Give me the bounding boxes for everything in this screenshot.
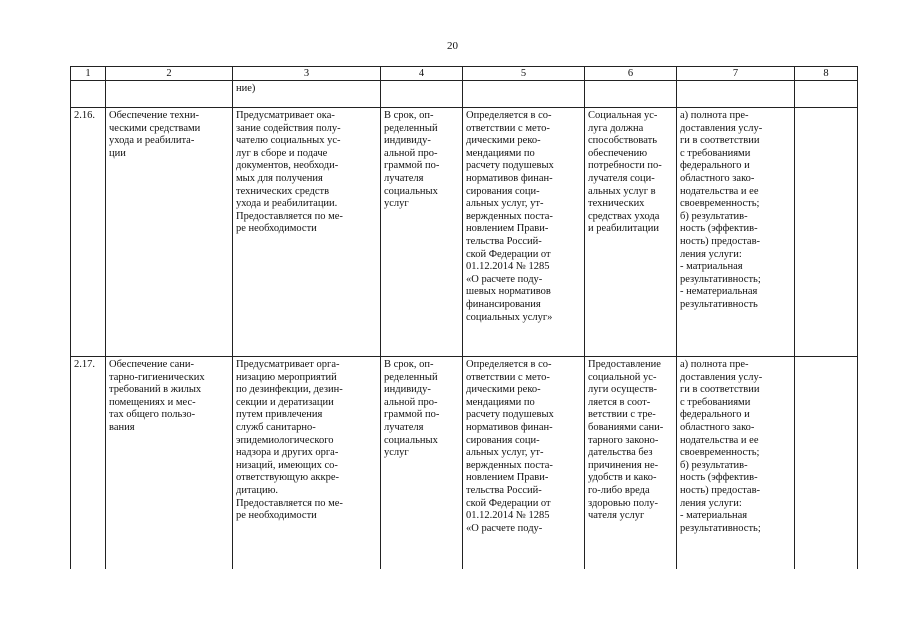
cell-line: ответствующую аккре- xyxy=(236,472,339,484)
cell-line: удобств и како- xyxy=(588,472,657,484)
cell-line: потребности по- xyxy=(588,160,662,172)
cell-line: результативность; xyxy=(680,273,761,285)
carry-over-text: ние) xyxy=(233,81,381,108)
cell-line: а) полнота пре- xyxy=(680,110,749,121)
cell-line: социальной ус- xyxy=(588,371,657,383)
service-notes xyxy=(795,108,858,357)
column-number-row xyxy=(71,67,858,81)
cell-line: ответствии с мето- xyxy=(466,122,550,134)
cell-line: нодательства и ее xyxy=(680,185,759,197)
cell-line: обеспечению xyxy=(588,147,648,159)
cell-line: В срок, оп- xyxy=(384,110,434,121)
cell-line: тельства Россий- xyxy=(466,235,542,247)
cell-line: ре необходимости xyxy=(236,510,317,522)
cell-line: Предоставляется по ме- xyxy=(236,210,343,222)
cell-line: лучателя xyxy=(384,421,424,433)
cell-line: 01.12.2014 № 1285 xyxy=(466,510,550,522)
cell-line: альных услуг, ут- xyxy=(466,447,544,459)
table-cell xyxy=(381,81,463,108)
cell-line: ре необходимости xyxy=(236,223,317,235)
cell-line: дическими реко- xyxy=(466,384,541,396)
cell-line: альной про- xyxy=(384,396,438,408)
cell-line: результативность; xyxy=(680,522,761,534)
service-number: 2.17. xyxy=(71,357,106,570)
cell-line: мых для получения xyxy=(236,172,323,184)
cell-line: «О расчете поду- xyxy=(466,273,543,285)
cell-line: альных услуг, ут- xyxy=(466,198,544,210)
cell-line: ность (эффектив- xyxy=(680,472,758,484)
cell-line: сирования соци- xyxy=(466,434,540,446)
cell-line: тах общего пользо- xyxy=(109,409,196,421)
cell-line: Предоставление xyxy=(588,359,661,370)
column-header: 3 xyxy=(233,67,381,81)
cell-line: ции xyxy=(109,147,126,159)
cell-line: вания xyxy=(109,421,135,433)
cell-line: помещениях и мес- xyxy=(109,396,196,408)
cell-line: эпидемиологического xyxy=(236,434,334,446)
cell-line: сирования соци- xyxy=(466,185,540,197)
cell-line: способствовать xyxy=(588,135,658,147)
cell-line: Определяется в со- xyxy=(466,110,552,121)
cell-line: документов, необходи- xyxy=(236,160,339,172)
cell-line: расчету подушевых xyxy=(466,409,554,421)
service-notes xyxy=(795,357,858,570)
cell-line: низацию мероприятий xyxy=(236,371,337,383)
cell-line: зание содействия полу- xyxy=(236,122,341,134)
service-description xyxy=(233,108,381,357)
table-row xyxy=(71,357,858,570)
cell-line: федерального и xyxy=(680,409,750,421)
cell-line: услуг xyxy=(384,447,409,459)
cell-line: луга должна xyxy=(588,122,644,134)
page-number: 20 xyxy=(447,40,458,52)
cell-line: дитацию. xyxy=(236,484,279,496)
service-indicators xyxy=(585,108,677,357)
cell-line: новлением Прави- xyxy=(466,472,549,484)
cell-line: альных услуг в xyxy=(588,185,656,197)
cell-line: индивиду- xyxy=(384,384,431,396)
cell-line: В срок, оп- xyxy=(384,359,434,370)
cell-line: шевых нормативов xyxy=(466,286,551,298)
cell-line: вержденных поста- xyxy=(466,459,553,471)
cell-line: ской Федерации от xyxy=(466,497,551,509)
table-cell xyxy=(106,81,233,108)
cell-line: мендациями по xyxy=(466,396,535,408)
cell-line: секции и дератизации xyxy=(236,396,334,408)
cell-line: технических xyxy=(588,198,645,210)
column-header: 5 xyxy=(463,67,585,81)
cell-line: ляется в соот- xyxy=(588,396,651,408)
cell-line: ность) предостав- xyxy=(680,235,761,247)
cell-line: - материальная xyxy=(680,510,748,522)
cell-line: путем привлечения xyxy=(236,409,323,421)
cell-line: граммой по- xyxy=(384,409,440,421)
cell-line: лучателя соци- xyxy=(588,172,655,184)
service-cost xyxy=(463,108,585,357)
cell-line: и реабилитации xyxy=(588,223,659,235)
cell-line: по дезинфекции, дезин- xyxy=(236,384,343,396)
cell-line: своевременность; xyxy=(680,198,760,210)
cell-line: доставления услу- xyxy=(680,371,763,383)
cell-line: ской Федерации от xyxy=(466,248,551,260)
table-row xyxy=(71,108,858,357)
cell-line: областного зако- xyxy=(680,172,755,184)
service-cost xyxy=(463,357,585,570)
service-description xyxy=(233,357,381,570)
cell-line: новлением Прави- xyxy=(466,223,549,235)
cell-line: социальных xyxy=(384,185,438,197)
cell-line: Обеспечение сани- xyxy=(109,359,195,370)
cell-line: чателю социальных ус- xyxy=(236,135,341,147)
cell-line: с требованиями xyxy=(680,147,751,159)
carry-over-row xyxy=(71,81,858,108)
cell-line: своевременность; xyxy=(680,447,760,459)
cell-line: - матриальная xyxy=(680,261,743,273)
cell-line: тарно-гигиенических xyxy=(109,371,205,383)
cell-line: луги осуществ- xyxy=(588,384,658,396)
cell-line: вержденных поста- xyxy=(466,210,553,222)
cell-line: нормативов финан- xyxy=(466,421,553,433)
service-evaluation xyxy=(677,108,795,357)
service-name xyxy=(106,357,233,570)
column-header: 7 xyxy=(677,67,795,81)
cell-line: надзора и других орга- xyxy=(236,447,339,459)
table-cell xyxy=(677,81,795,108)
cell-line: причинения не- xyxy=(588,459,659,471)
cell-line: средствах ухода xyxy=(588,210,660,222)
cell-line: 01.12.2014 № 1285 xyxy=(466,261,550,273)
cell-line: чателя услуг xyxy=(588,510,645,522)
cell-line: а) полнота пре- xyxy=(680,359,749,370)
cell-line: финансирования xyxy=(466,298,541,310)
cell-line: луг в сборе и подаче xyxy=(236,147,328,159)
service-indicators xyxy=(585,357,677,570)
service-name xyxy=(106,108,233,357)
cell-line: ухода и реабилитации. xyxy=(236,198,338,210)
cell-line: нодательства и ее xyxy=(680,434,759,446)
cell-line: ветствии с тре- xyxy=(588,409,656,421)
cell-line: б) результатив- xyxy=(680,210,748,222)
cell-line: ги в соответствии xyxy=(680,135,760,147)
service-evaluation xyxy=(677,357,795,570)
cell-line: - нематериальная xyxy=(680,286,758,298)
cell-line: ухода и реабилита- xyxy=(109,135,195,147)
cell-line: б) результатив- xyxy=(680,459,748,471)
cell-line: ределенный xyxy=(384,122,438,134)
table-cell xyxy=(585,81,677,108)
cell-line: результативность xyxy=(680,298,758,310)
cell-line: бованиями сани- xyxy=(588,421,664,433)
cell-line: Определяется в со- xyxy=(466,359,552,370)
cell-line: го-либо вреда xyxy=(588,484,650,496)
cell-line: технических средств xyxy=(236,185,330,197)
cell-line: здоровью полу- xyxy=(588,497,658,509)
cell-line: тарного законо- xyxy=(588,434,659,446)
cell-line: дическими реко- xyxy=(466,135,541,147)
service-number: 2.16. xyxy=(71,108,106,357)
cell-line: дательства без xyxy=(588,447,653,459)
cell-line: с требованиями xyxy=(680,396,751,408)
cell-line: ответствии с мето- xyxy=(466,371,550,383)
cell-line: Предусматривает орга- xyxy=(236,359,340,370)
column-header: 8 xyxy=(795,67,858,81)
column-header: 2 xyxy=(106,67,233,81)
cell-line: ределенный xyxy=(384,371,438,383)
cell-line: социальных услуг» xyxy=(466,311,553,323)
cell-line: нормативов финан- xyxy=(466,172,553,184)
column-header: 1 xyxy=(71,67,106,81)
cell-line: ность (эффектив- xyxy=(680,223,758,235)
cell-line: мендациями по xyxy=(466,147,535,159)
column-header: 6 xyxy=(585,67,677,81)
cell-line: требований в жилых xyxy=(109,384,202,396)
table-cell xyxy=(463,81,585,108)
cell-line: ческими средствами xyxy=(109,122,201,134)
column-header: 4 xyxy=(381,67,463,81)
cell-line: индивиду- xyxy=(384,135,431,147)
cell-line: служб санитарно- xyxy=(236,421,316,433)
cell-line: федерального и xyxy=(680,160,750,172)
service-term xyxy=(381,357,463,570)
cell-line: ления услуги: xyxy=(680,248,742,260)
cell-line: «О расчете поду- xyxy=(466,522,543,534)
cell-line: Предусматривает ока- xyxy=(236,110,335,121)
cell-line: ления услуги: xyxy=(680,497,742,509)
cell-line: альной про- xyxy=(384,147,438,159)
cell-line: услуг xyxy=(384,198,409,210)
cell-line: социальных xyxy=(384,434,438,446)
cell-line: ность) предостав- xyxy=(680,484,761,496)
cell-line: тельства Россий- xyxy=(466,484,542,496)
cell-line: расчету подушевых xyxy=(466,160,554,172)
cell-line: лучателя xyxy=(384,172,424,184)
cell-line: граммой по- xyxy=(384,160,440,172)
table-cell xyxy=(71,81,106,108)
cell-line: ги в соответствии xyxy=(680,384,760,396)
cell-line: низаций, имеющих со- xyxy=(236,459,338,471)
cell-line: Обеспечение техни- xyxy=(109,110,199,121)
services-table xyxy=(70,66,858,569)
table-cell xyxy=(795,81,858,108)
cell-line: областного зако- xyxy=(680,421,755,433)
cell-line: доставления услу- xyxy=(680,122,763,134)
cell-line: Предоставляется по ме- xyxy=(236,497,343,509)
service-term xyxy=(381,108,463,357)
cell-line: Социальная ус- xyxy=(588,110,658,121)
